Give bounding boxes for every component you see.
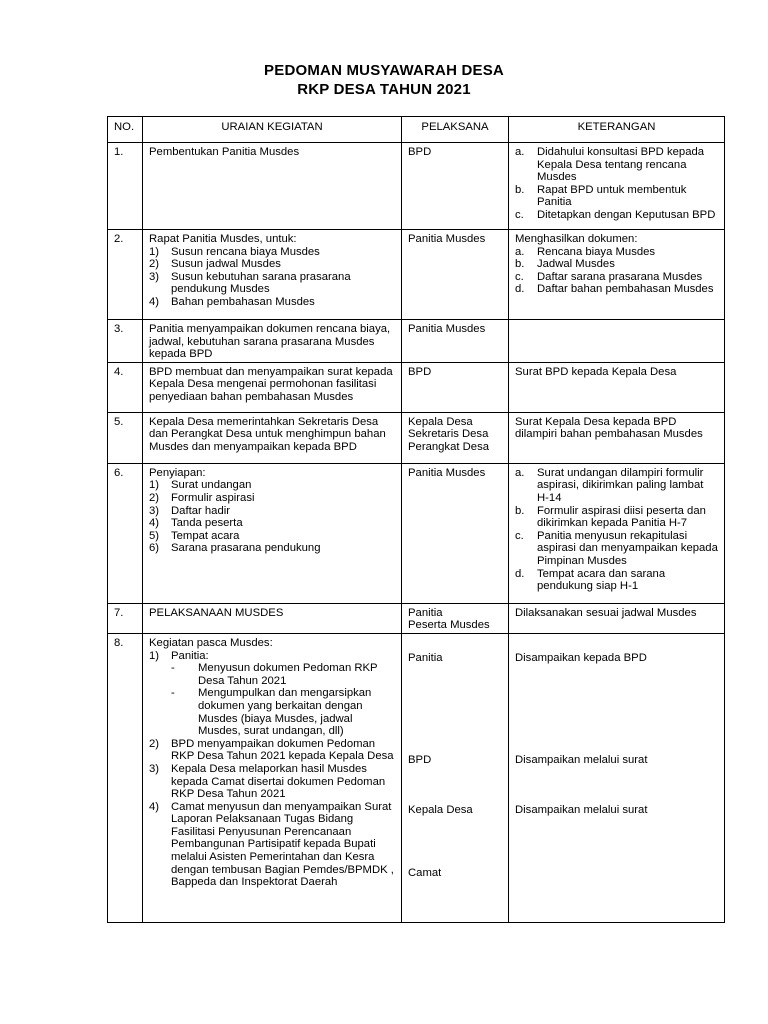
row-keterangan bbox=[509, 633, 725, 922]
list-item: d. Tempat acara dan sarana pendukung siap H-1 bbox=[515, 567, 666, 593]
list-item: 3) Kepala Desa melaporkan hasil Musdes kepada Camat disertai dokumen Pedoman RKP Desa Tahun 2021 bbox=[149, 762, 386, 801]
keterangan-part: Disampaikan melalui surat bbox=[515, 753, 648, 766]
row-keterangan: Dilaksanakan sesuai jadwal Musdes bbox=[509, 603, 725, 633]
table-row bbox=[108, 143, 725, 230]
list-item: b. Jadwal Musdes bbox=[515, 258, 615, 271]
row-keterangan bbox=[509, 320, 725, 363]
row-number: 2. bbox=[108, 230, 143, 320]
list-item: 3) Susun kebutuhan sarana prasarana pendukung Musdes bbox=[149, 270, 351, 296]
list-item: 5) Tempat acara bbox=[149, 529, 240, 542]
pelaksana-part: Kepala Desa bbox=[408, 803, 473, 816]
row-pelaksana: Kepala Desa Sekretaris Desa Perangkat Desa bbox=[402, 412, 509, 463]
sub-list-item: - Mengumpulkan dan mengarsipkan dokumen yang berkaitan dengan Musdes (biaya Musdes, jadwal Musdes, surat undangan, dll) bbox=[171, 687, 372, 738]
row-keterangan: Menghasilkan dokumen: a. Rencana biaya Musdes b. Jadwal Musdes c. Daftar sarana prasarana Musdes d. Daftar bahan pembahasan Musdes bbox=[509, 230, 725, 320]
list-item: 3) Daftar hadir bbox=[149, 504, 231, 517]
document-subtitle: RKP DESA TAHUN 2021 bbox=[297, 81, 471, 98]
sub-list-item: - Menyusun dokumen Pedoman RKP Desa Tahun 2021 bbox=[171, 662, 378, 687]
row-uraian: PELAKSANAAN MUSDES bbox=[143, 603, 402, 633]
row-uraian: Panitia menyampaikan dokumen rencana biaya, jadwal, kebutuhan sarana prasarana Musdes kepada BPD bbox=[143, 320, 402, 363]
list-item: 2) Susun jadwal Musdes bbox=[149, 258, 281, 271]
row-keterangan bbox=[509, 143, 725, 230]
table-row bbox=[108, 320, 725, 363]
row-number: 6. bbox=[108, 463, 143, 603]
pelaksana-part: BPD bbox=[408, 753, 432, 766]
row-uraian: Pembentukan Panitia Musdes bbox=[143, 143, 402, 230]
row-pelaksana bbox=[402, 633, 509, 922]
table-row bbox=[108, 230, 725, 320]
row-uraian: Rapat Panitia Musdes, untuk: 1) Susun rencana biaya Musdes 2) Susun jadwal Musdes 3) Susun kebutuhan sarana prasarana pendukung Musdes 4) Bahan pembahasan Musdes bbox=[143, 230, 402, 320]
keterangan-part: Disampaikan kepada BPD bbox=[515, 651, 647, 664]
table-row bbox=[108, 603, 725, 633]
row-number: 5. bbox=[108, 412, 143, 463]
row-pelaksana: Panitia Musdes bbox=[402, 320, 509, 363]
list-item: c. Daftar sarana prasarana Musdes bbox=[515, 270, 703, 283]
list-item: 1) Surat undangan bbox=[149, 479, 252, 492]
row-keterangan bbox=[509, 463, 725, 603]
keterangan-part: Disampaikan melalui surat bbox=[515, 803, 648, 816]
pelaksana-part: Camat bbox=[408, 866, 442, 879]
row-pelaksana: BPD bbox=[402, 362, 509, 412]
row-keterangan: Surat BPD kepada Kepala Desa bbox=[509, 362, 725, 412]
row-uraian: BPD membuat dan menyampaikan surat kepada Kepala Desa mengenai permohonan fasilitasi penyediaan bahan pembahasan Musdes bbox=[143, 362, 402, 412]
header-no: NO. bbox=[108, 117, 143, 143]
list-item: a. Rencana biaya Musdes bbox=[515, 245, 656, 258]
list-item: 4) Tanda peserta bbox=[149, 517, 243, 530]
activity-table bbox=[107, 116, 725, 923]
row-uraian: Kepala Desa memerintahkan Sekretaris Desa dan Perangkat Desa untuk menghimpun bahan Musdes dan menyampaikan kepada BPD bbox=[143, 412, 402, 463]
list-item: 1) Susun rencana biaya Musdes bbox=[149, 245, 320, 258]
table-row bbox=[108, 463, 725, 603]
row-pelaksana: Panitia Peserta Musdes bbox=[402, 603, 509, 633]
list-item: 6) Sarana prasarana pendukung bbox=[149, 542, 321, 555]
table-row bbox=[108, 633, 725, 922]
header-uraian: URAIAN KEGIATAN bbox=[143, 117, 402, 143]
table-row bbox=[108, 412, 725, 463]
list-item: a. Didahului konsultasi BPD kepada Kepala Desa tentang rencana Musdes bbox=[515, 146, 705, 184]
row-number: 8. bbox=[108, 633, 143, 922]
pelaksana-part: Panitia bbox=[408, 651, 443, 664]
row-number: 4. bbox=[108, 362, 143, 412]
list-item: c. Ditetapkan dengan Keputusan BPD bbox=[515, 208, 716, 221]
row-number: 7. bbox=[108, 603, 143, 633]
table-row bbox=[108, 362, 725, 412]
list-item: c. Panitia menyusun rekapitulasi aspirasi dan menyampaikan kepada Pimpinan Musdes bbox=[515, 529, 718, 567]
row-number: 3. bbox=[108, 320, 143, 363]
list-item: b. Rapat BPD untuk membentuk Panitia bbox=[515, 183, 687, 209]
list-item: 4) Bahan pembahasan Musdes bbox=[149, 295, 315, 308]
row-pelaksana: BPD bbox=[402, 143, 509, 230]
list-item: 2) BPD menyampaikan dokumen Pedoman RKP Desa Tahun 2021 kepada Kepala Desa bbox=[149, 737, 394, 763]
list-item: 2) Formulir aspirasi bbox=[149, 491, 255, 504]
list-item: 1) Panitia: bbox=[149, 649, 209, 662]
list-item: d. Daftar bahan pembahasan Musdes bbox=[515, 283, 714, 296]
table-header-row bbox=[108, 117, 725, 143]
row-keterangan: Surat Kepala Desa kepada BPD dilampiri bahan pembahasan Musdes bbox=[509, 412, 725, 463]
list-item: b. Formulir aspirasi diisi peserta dan dikirimkan kepada Panitia H-7 bbox=[515, 504, 706, 530]
row-pelaksana: Panitia Musdes bbox=[402, 463, 509, 603]
row-uraian: Kegiatan pasca Musdes: 1) Panitia: - Menyusun dokumen Pedoman RKP Desa Tahun 2021 - Mengumpulkan dan mengarsipkan dokumen yang berkaitan dengan Musdes (biaya Musdes, jadwal Musdes, surat undangan, dll) 2) BPD menyampaikan dokumen Pedoman RKP Desa Tahun 2021 kepada Kepala Desa 3) Kepala Desa melaporkan hasil Musdes kepada Camat disertai dokumen Pedoman RKP Desa Tahun 2021 4) Camat menyusun dan menyampaikan Surat Laporan Pelaksanaan Tugas Bidang Fasilitasi Penyusunan Perencanaan Pembangunan Partisipatif kepada Bupati melalui Asisten Pemerintahan dan Kesra dengan tembusan Bagian Pemdes/BPMDK , Bappeda dan Inspektorat Daerah bbox=[143, 633, 402, 922]
header-keterangan: KETERANGAN bbox=[509, 117, 725, 143]
row-number: 1. bbox=[108, 143, 143, 230]
header-pelaksana: PELAKSANA bbox=[402, 117, 509, 143]
row-uraian: Penyiapan: 1) Surat undangan 2) Formulir aspirasi 3) Daftar hadir 4) Tanda peserta 5) Tempat acara 6) Sarana prasarana pendukung bbox=[143, 463, 402, 603]
document-title: PEDOMAN MUSYAWARAH DESA bbox=[264, 62, 504, 79]
row-pelaksana: Panitia Musdes bbox=[402, 230, 509, 320]
list-item: 4) Camat menyusun dan menyampaikan Surat Laporan Pelaksanaan Tugas Bidang Fasilitasi Penyusunan Perencanaan Pembangunan Partisipatif kepada Bupati melalui Asisten Pemerintahan dan Kesra dengan tembusan Bagian Pemdes/BPMDK , Bappeda dan Inspektorat Daerah bbox=[149, 800, 394, 889]
list-item: a. Surat undangan dilampiri formulir aspirasi, dikirimkan paling lambat H-14 bbox=[515, 466, 704, 504]
